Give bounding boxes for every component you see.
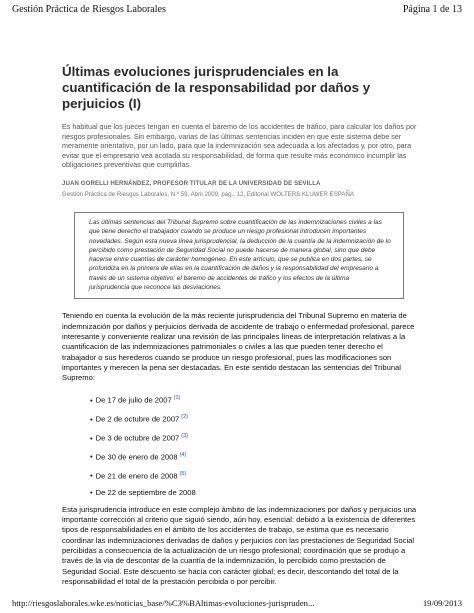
ruling-link[interactable]: De 3 de octubre de 2007 (95, 433, 180, 443)
ruling-link[interactable]: De 22 de septiembre de 2008 (95, 487, 196, 497)
header-page-number: Página 1 de 13 (402, 4, 462, 15)
footnote-ref[interactable]: (3) (181, 433, 189, 440)
ruling-link[interactable]: De 21 de enero de 2008 (95, 471, 178, 481)
article-body (62, 311, 418, 587)
ruling-item (90, 451, 418, 462)
footnote-ref[interactable]: (1) (173, 395, 181, 402)
ruling-link[interactable]: De 2 de octubre de 2007 (95, 414, 180, 424)
bullet-icon: • (90, 414, 93, 424)
ruling-item (90, 489, 418, 498)
bullet-icon: • (90, 471, 93, 481)
article-title: Últimas evoluciones jurisprudenciales en la cuantificación de la responsabilidad por daños y perjuicios (I) (62, 64, 371, 111)
ruling-link[interactable]: De 30 de enero de 2008 (95, 452, 178, 462)
ruling-item (90, 470, 418, 481)
page-header (12, 4, 462, 15)
ruling-item (90, 394, 418, 405)
bullet-icon: • (90, 487, 93, 497)
article-author: JUAN GORELLI HERNÁNDEZ, PROFESOR TITULAR DE LA UNIVERSIDAD DE SEVILLA (62, 179, 321, 187)
bullet-icon: • (90, 433, 93, 443)
intro-paragraph: Teniendo en cuenta la evolución de la más reciente jurisprudencia del Tribunal Supremo en materia de indemnización por daños y perjuicios derivada de accidente de trabajo o enfermedad profesional, parece interesante y conveniente realizar una revisión de las principales líneas de interpretación relativas a la cuantificación de las indemnizaciones patrimoniales o civiles a las que pueden tener derecho el trabajador o sus herederos cuando se produce un riesgo profesional, pues las modificaciones son importantes y merecen la pena ser destacadas. En este sentido destacan las sentencias del Tribunal Supremo: (62, 311, 415, 383)
header-publication: Gestión Práctica de Riesgos Laborales (12, 4, 166, 15)
article-abstract: Es habitual que los jueces tengan en cuenta el baremo de los accidentes de tráfico, para calcular los daños por riesgos profesionales. Sin embargo, varias de las últimas sentencias inciden en que este sistema debe ser meramente orientativo, por un lado, para que la indemnización sea adecuada a los afectados y, por otro, para evitar que el empresario vea acotada su responsabilidad, de forma que resulte más económico incumplir las obligaciones preventivas que cumplirlas. (62, 122, 417, 170)
closing-paragraph: Esta jurisprudencia introduce en este complejo ámbito de las indemnizaciones por daños y perjuicios una importante corrección al criterio que siguió siendo, aún hoy, esencial: debido a la existencia de diferentes tipos de responsabilidades en el ámbito de los accidentes de trabajo, se estima que es necesario coordinar las indemnizaciones derivadas de daños y perjuicios con las prestaciones de Seguridad Social percibidas a consecuencia de la actualización de un riesgo profesional; coordinación que se produjo a través de la vía de descontar de la cuantía de la indemnización, lo percibido como prestación de Seguridad Social. Este descuento se hacía con carácter global; es decir, descontando del total de la responsabilidad el total de la prestación percibida o por percibir. (62, 504, 417, 586)
footnote-ref[interactable]: (5) (179, 470, 187, 477)
page-footer (12, 598, 462, 608)
article-source: Gestión Práctica de Riesgos Laborales, N.º 59, Abril 2009, pág., 12, Editorial WOLTERS KLUWER ESPAÑA (62, 190, 354, 198)
ruling-item (90, 432, 418, 443)
summary-box: Las últimas sentencias del Tribunal Supremo sobre cuantificación de las indemnizaciones civiles a las que tiene derecho el trabajador cuando se produce un riesgo profesional introducen importantes novedades. Según esta nueva línea jurisprudencial, la deducción de la cuantía de la indemnización de lo percibido como prestación de Seguridad Social no puede hacerse de manera global, sino que debe hacerse entre cuantías de carácter homogéneo. En este artículo, que se publica en dos partes, se profundiza en la primera de ellas en la cuantificación de daños y la responsabilidad del empresario a través de un sistema objetivo: el baremo de accidentes de tráfico y los efectos de la última jurisprudencia que reconoce las desviaciones. (74, 212, 404, 299)
footnote-ref[interactable]: (4) (179, 451, 187, 458)
footer-date: 19/09/2013 (422, 598, 462, 608)
ruling-item (90, 413, 418, 424)
footnote-ref[interactable]: (2) (181, 414, 189, 421)
ruling-list (90, 394, 418, 497)
footer-url: http://riesgoslaborales.wke.es/noticias_base/%C3%BAltimas-evoluciones-jurispruden... (12, 598, 315, 608)
bullet-icon: • (90, 452, 93, 462)
ruling-link[interactable]: De 17 de julio de 2007 (95, 395, 172, 405)
article (62, 64, 418, 587)
bullet-icon: • (90, 395, 93, 405)
